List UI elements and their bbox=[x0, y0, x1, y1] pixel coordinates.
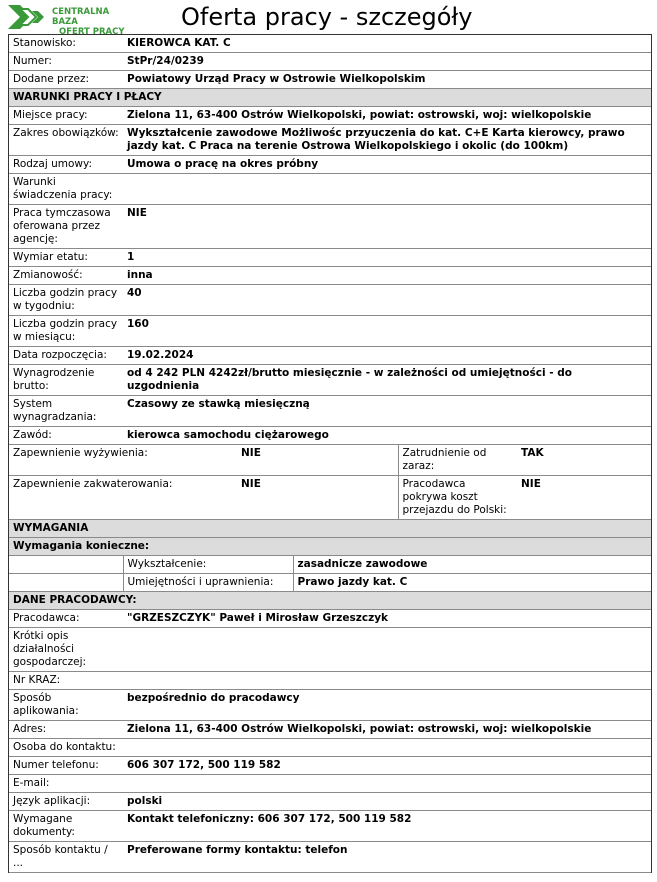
field-value bbox=[123, 628, 651, 672]
field-value bbox=[123, 775, 651, 793]
row-warunki-swiadczenia bbox=[9, 174, 651, 205]
field-value: 606 307 172, 500 119 582 bbox=[123, 757, 651, 775]
field-label: Numer: bbox=[9, 53, 123, 71]
row-telefon bbox=[9, 757, 651, 775]
field-value: NIE bbox=[237, 445, 398, 476]
row-wyksztalcenie bbox=[9, 556, 651, 574]
added-by-value: Powiatowy Urząd Pracy w Ostrowie Wielkopolskim bbox=[123, 71, 651, 89]
field-label: Wykształcenie: bbox=[123, 556, 293, 574]
field-label: Pracodawca pokrywa koszt przejazdu do Polski: bbox=[398, 476, 517, 520]
field-value: Kontakt telefoniczny: 606 307 172, 500 119 582 bbox=[123, 811, 651, 842]
row-godziny-tydzien bbox=[9, 285, 651, 316]
row-umiejetnosci bbox=[9, 574, 651, 592]
field-label: Zapewnienie zakwaterowania: bbox=[9, 476, 237, 520]
field-value: Umowa o pracę na okres próbny bbox=[123, 156, 651, 174]
section-header-konieczne: Wymagania konieczne: bbox=[9, 538, 651, 556]
field-label: Zapewnienie wyżywienia: bbox=[9, 445, 237, 476]
offer-number-value: StPr/24/0239 bbox=[123, 53, 651, 71]
field-label: Dodane przez: bbox=[9, 71, 123, 89]
field-value: Prawo jazdy kat. C bbox=[293, 574, 651, 592]
field-label: Data rozpoczęcia: bbox=[9, 347, 123, 365]
field-label: Warunki świadczenia pracy: bbox=[9, 174, 123, 205]
row-sposob-aplikowania bbox=[9, 690, 651, 721]
row-wynagrodzenie bbox=[9, 365, 651, 396]
field-label: Miejsce pracy: bbox=[9, 107, 123, 125]
row-zmianowosc bbox=[9, 267, 651, 285]
row-wymiar-etatu bbox=[9, 249, 651, 267]
logo-arrows-icon bbox=[6, 3, 50, 31]
field-label: Umiejętności i uprawnienia: bbox=[123, 574, 293, 592]
field-value: inna bbox=[123, 267, 651, 285]
field-label: Osoba do kontaktu: bbox=[9, 739, 123, 757]
field-value: kierowca samochodu ciężarowego bbox=[123, 427, 651, 445]
field-value: 1 bbox=[123, 249, 651, 267]
field-label: Zatrudnienie od zaraz: bbox=[398, 445, 517, 476]
field-value: 160 bbox=[123, 316, 651, 347]
field-value: od 4 242 PLN 4242zł/brutto miesięcznie - w zależności od umiejętności - do uzgodnienia bbox=[123, 365, 651, 396]
row-system-wynagradzania bbox=[9, 396, 651, 427]
logo-line-2: OFERT PRACY bbox=[59, 27, 125, 37]
field-label: Adres: bbox=[9, 721, 123, 739]
field-label: Sposób aplikowania: bbox=[9, 690, 123, 721]
field-value bbox=[123, 739, 651, 757]
row-zawod bbox=[9, 427, 651, 445]
field-label: Rodzaj umowy: bbox=[9, 156, 123, 174]
row-nr-kraz bbox=[9, 672, 651, 690]
spacer-cell bbox=[9, 574, 123, 592]
field-label: System wynagradzania: bbox=[9, 396, 123, 427]
page-header bbox=[0, 0, 657, 37]
row-dodane-przez bbox=[9, 71, 651, 89]
field-value: zasadnicze zawodowe bbox=[293, 556, 651, 574]
section-header-pracodawca: DANE PRACODAWCY: bbox=[9, 592, 651, 610]
row-zakres-obowiazkow bbox=[9, 125, 651, 156]
field-label: Zawód: bbox=[9, 427, 123, 445]
field-value: NIE bbox=[517, 476, 651, 520]
logo-line-1: CENTRALNA BAZA bbox=[52, 7, 110, 27]
logo bbox=[6, 3, 131, 37]
page-title: Oferta pracy - szczegóły bbox=[181, 3, 473, 31]
job-title-value: KIEROWCA KAT. C bbox=[123, 35, 651, 53]
row-miejsce-pracy bbox=[9, 107, 651, 125]
field-value: NIE bbox=[237, 476, 398, 520]
field-value bbox=[123, 174, 651, 205]
row-numer bbox=[9, 53, 651, 71]
row-adres bbox=[9, 721, 651, 739]
field-label: E-mail: bbox=[9, 775, 123, 793]
section-header-wymagania: WYMAGANIA bbox=[9, 520, 651, 538]
field-value: NIE bbox=[123, 205, 651, 249]
row-data-rozpoczecia bbox=[9, 347, 651, 365]
row-pair-1 bbox=[9, 445, 651, 476]
field-label: Pracodawca: bbox=[9, 610, 123, 628]
field-label: Liczba godzin pracy w miesiącu: bbox=[9, 316, 123, 347]
field-label: Stanowisko: bbox=[9, 35, 123, 53]
offer-details-table bbox=[8, 34, 652, 873]
row-rodzaj-umowy bbox=[9, 156, 651, 174]
field-label: Sposób kontaktu / ... bbox=[9, 842, 123, 873]
field-label: Wymiar etatu: bbox=[9, 249, 123, 267]
field-label: Liczba godzin pracy w tygodniu: bbox=[9, 285, 123, 316]
row-stanowisko bbox=[9, 35, 651, 53]
field-label: Krótki opis działalności gospodarczej: bbox=[9, 628, 123, 672]
row-sposob-kontaktu bbox=[9, 842, 651, 873]
field-label: Język aplikacji: bbox=[9, 793, 123, 811]
row-pair-2 bbox=[9, 476, 651, 520]
field-value: "GRZESZCZYK" Paweł i Mirosław Grzeszczyk bbox=[123, 610, 651, 628]
field-value: TAK bbox=[517, 445, 651, 476]
field-value: Preferowane formy kontaktu: telefon bbox=[123, 842, 651, 873]
field-label: Praca tymczasowa oferowana przez agencję: bbox=[9, 205, 123, 249]
field-label: Wynagrodzenie brutto: bbox=[9, 365, 123, 396]
field-label: Nr KRAZ: bbox=[9, 672, 123, 690]
field-value: 40 bbox=[123, 285, 651, 316]
row-praca-tymczasowa bbox=[9, 205, 651, 249]
row-jezyk bbox=[9, 793, 651, 811]
row-dokumenty bbox=[9, 811, 651, 842]
field-value: bezpośrednio do pracodawcy bbox=[123, 690, 651, 721]
field-label: Zmianowość: bbox=[9, 267, 123, 285]
field-value bbox=[123, 672, 651, 690]
field-label: Wymagane dokumenty: bbox=[9, 811, 123, 842]
row-pracodawca bbox=[9, 610, 651, 628]
field-label: Numer telefonu: bbox=[9, 757, 123, 775]
row-opis-dzialalnosci bbox=[9, 628, 651, 672]
field-value: Czasowy ze stawką miesięczną bbox=[123, 396, 651, 427]
field-value: Wykształcenie zawodowe Możliwośc przyuczenia do kat. C+E Karta kierowcy, prawo jazdy kat. C Praca na terenie Ostrowa Wielkopolskiego i okolic (do 100km) bbox=[123, 125, 651, 156]
row-email bbox=[9, 775, 651, 793]
field-value: 19.02.2024 bbox=[123, 347, 651, 365]
row-osoba-kontakt bbox=[9, 739, 651, 757]
field-value: Zielona 11, 63-400 Ostrów Wielkopolski, powiat: ostrowski, woj: wielkopolskie bbox=[123, 721, 651, 739]
field-label: Zakres obowiązków: bbox=[9, 125, 123, 156]
field-value: Zielona 11, 63-400 Ostrów Wielkopolski, powiat: ostrowski, woj: wielkopolskie bbox=[123, 107, 651, 125]
field-value: polski bbox=[123, 793, 651, 811]
row-godziny-miesiac bbox=[9, 316, 651, 347]
spacer-cell bbox=[9, 556, 123, 574]
section-header-warunki: WARUNKI PRACY I PŁACY bbox=[9, 89, 651, 107]
